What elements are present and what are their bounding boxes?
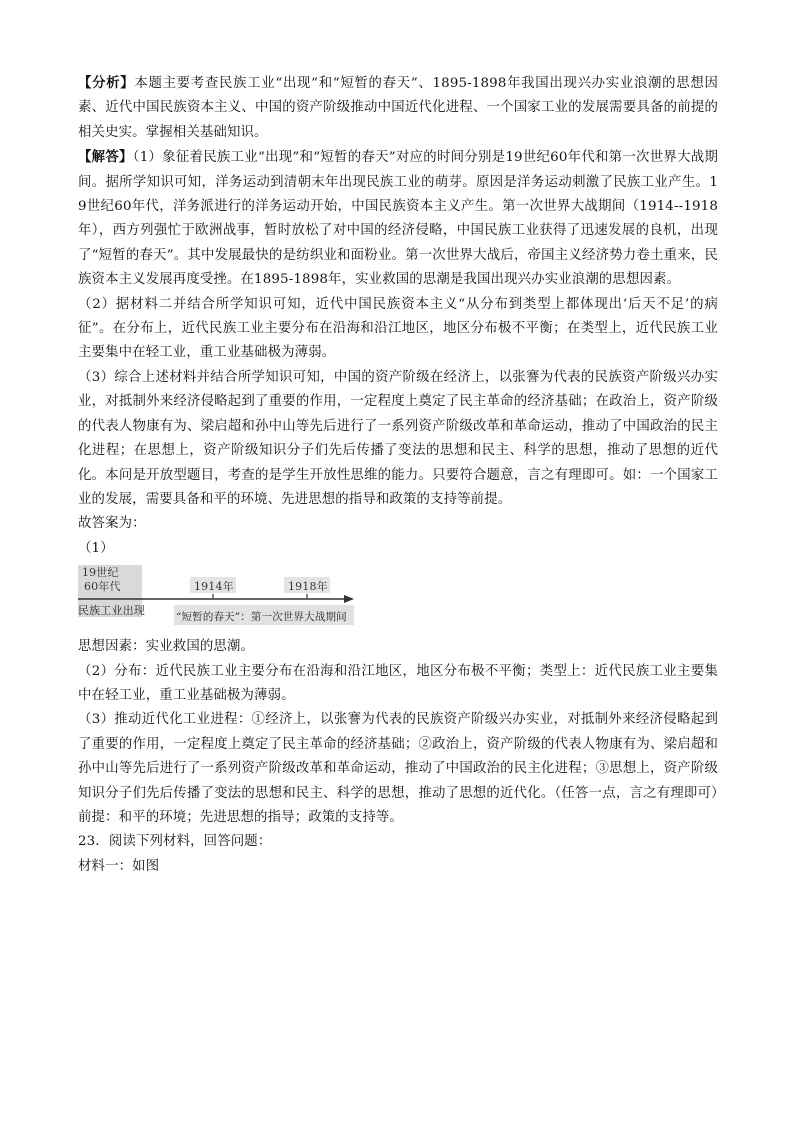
timeline-figure [78, 565, 368, 629]
answer-content [78, 71, 718, 879]
timeline-right-caption: “短暂的春天”：第一次世界大战期间 [176, 611, 347, 624]
answer-paragraph-3: （3）综合上述材料并结合所学知识可知，中国的资产阶级在经济上，以张謇为代表的民族资产阶级兴办实业，对抵制外来经济侵略起到了重要的作用，一定程度上奠定了民主革命的经济基础；在政治上，资产阶级的代表人物康有为、梁启超和孙中山等先后进行了一系列资产阶级改革和革命运动，推动了中国政治的民主化进程；在思想上，资产阶级知识分子们先后传播了变法的思想和民主、科学的思想，推动了思想的近代化。本问是开放型题目，考查的是学生开放性思维的能力。只要符合题意，言之有理即可。如：一个国家工业的发展，需要具备和平的环境、先进思想的指导和政策的支持等前提。 [78, 369, 718, 507]
timeline-svg [78, 565, 368, 629]
answer-paragraph-1 [78, 145, 718, 292]
timeline-arrow [344, 595, 354, 603]
final-q3: （3）推动近代化工业进程：①经济上，以张謇为代表的民族资产阶级兴办实业，对抵制外来经济侵略起到了重要的作用，一定程度上奠定了民主革命的经济基础；②政治上，资产阶级的代表人物康有为、梁启超和孙中山等先后进行了一系列资产阶级改革和革命运动，推动了中国政治的民主化进程；③思想上，资产阶级知识分子们先后传播了变法的思想和民主、科学的思想，推动了思想的近代化。（任答一点，言之有理即可）前提：和平的环境；先进思想的指导；政策的支持等。 [78, 712, 718, 825]
analysis-tag: 【分析】 [78, 75, 135, 91]
question-23-material1: 材料一：如图 [78, 858, 160, 874]
final-q1-label: （1） [78, 540, 114, 556]
timeline-year1: 1914年 [194, 580, 234, 594]
timeline-year2: 1918年 [288, 580, 328, 594]
timeline-start-line1: 19世纪 [82, 566, 119, 580]
analysis-text: 本题主要考查民族工业“出现”和“短暂的春天”、1895-1898年我国出现兴办实业浪潮的思想因素、近代中国民族资本主义、中国的资产阶级推动中国近代化进程、一个国家工业的发展需要具备的前提的相关史实。掌握相关基础知识。 [78, 76, 718, 140]
analysis-paragraph [78, 71, 718, 145]
answer-tag: 【解答】 [78, 149, 133, 166]
answer-text-1: （1）象征着民族工业“出现”和“短暂的春天”对应的时间分别是19世纪60年代和第一次世界大战期间。据所学知识可知，洋务运动到清朝末年出现民族工业的萌芽。原因是洋务运动刺激了民族工业产生。19世纪60年代，洋务派进行的洋务运动开始，中国民族资本主义产生。第一次世界大战期间（1914--1918年），西方列强忙于欧洲战事，暂时放松了对中国的经济侵略，中国民族工业获得了迅速发展的良机，出现了“短暂的春天”。其中发展最快的是纺织业和面粉业。第一次世界大战后，帝国主义经济势力卷土重来，民族资本主义发展再度受挫。在1895-1898年，实业救国的思潮是我国出现兴办实业浪潮的思想因素。 [78, 150, 718, 288]
answer-paragraph-2: （2）据材料二并结合所学知识可知，近代中国民族资本主义“从分布到类型上都体现出‘后天不足’的病征”。在分布上，近代民族工业主要分布在沿海和沿江地区，地区分布极不平衡；在类型上，近代民族工业主要集中在轻工业，重工业基础极为薄弱。 [78, 296, 718, 361]
timeline-start-line2: 60年代 [84, 580, 121, 594]
final-answer-intro: 故答案为： [78, 516, 146, 532]
final-q1-factor: 思想因素：实业救国的思潮。 [78, 639, 255, 655]
final-q2: （2）分布：近代民族工业主要分布在沿海和沿江地区，地区分布极不平衡；类型上：近代民族工业主要集中在轻工业，重工业基础极为薄弱。 [78, 663, 718, 703]
question-23-title: 23．阅读下列材料，回答问题： [78, 834, 272, 850]
timeline-left-caption: 民族工业出现 [78, 604, 145, 618]
